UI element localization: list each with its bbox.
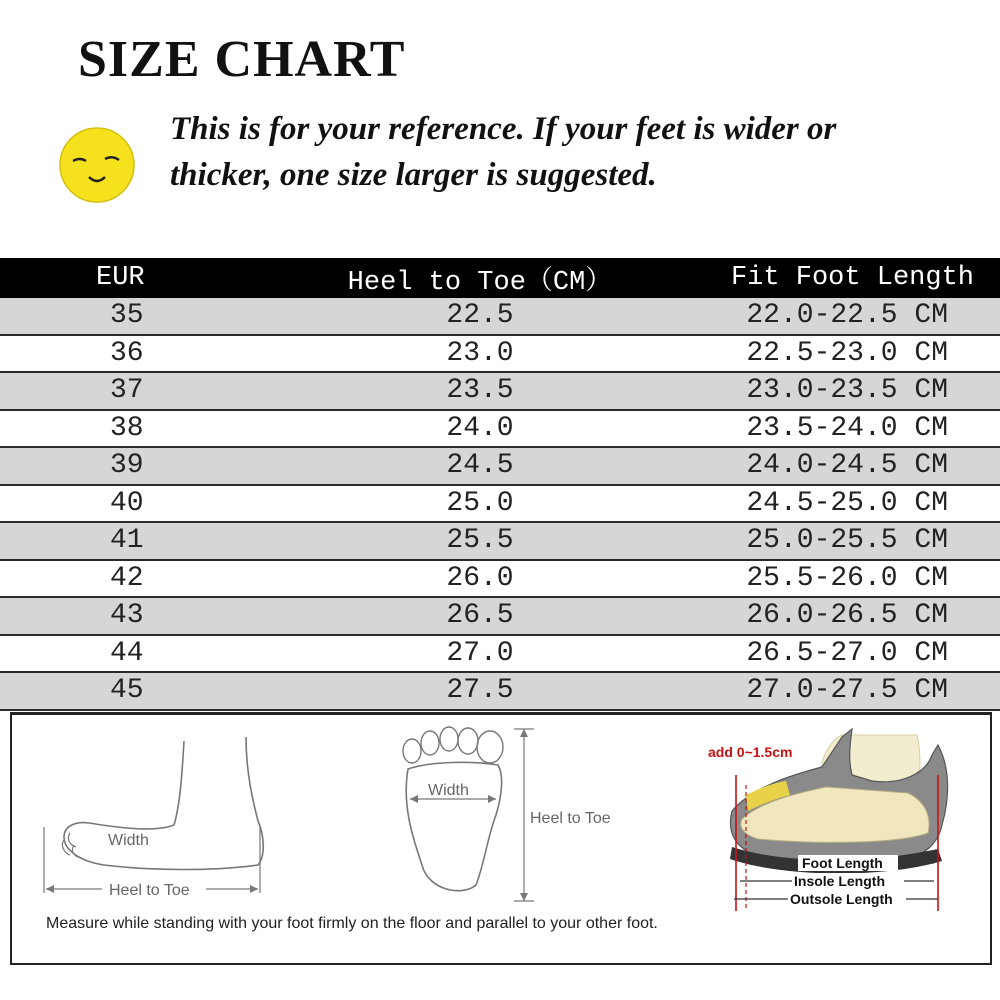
foot-top-view-figure [392,715,642,910]
size-advice-note [170,106,980,198]
fit-length-cell: 22.0-22.5 CM [656,298,1000,335]
fit-length-cell: 26.0-26.5 CM [656,597,1000,635]
outsole-length-label: Outsole Length [790,891,893,907]
table-row [0,522,1000,560]
eur-cell: 40 [0,485,304,523]
insole-length-label: Insole Length [794,873,885,889]
heel-to-toe-cell: 24.5 [304,447,656,485]
heel-to-toe-cell: 23.0 [304,335,656,373]
header-eur: EUR [0,258,304,298]
fit-length-cell: 27.0-27.5 CM [656,672,1000,710]
table-row [0,635,1000,673]
eur-cell: 42 [0,560,304,598]
heel-to-toe-cell: 25.5 [304,522,656,560]
heel-to-toe-cell: 24.0 [304,410,656,448]
heel-to-toe-cell: 27.5 [304,672,656,710]
table-row [0,298,1000,335]
toe-5 [477,731,503,763]
table-row [0,485,1000,523]
table-row [0,447,1000,485]
foot-side-outline [64,737,263,870]
toe-3 [440,727,458,751]
toe-1 [403,739,421,763]
heel-to-toe-cell: 23.5 [304,372,656,410]
fit-length-cell: 26.5-27.0 CM [656,635,1000,673]
eur-cell: 38 [0,410,304,448]
size-table [0,258,1000,711]
eur-cell: 37 [0,372,304,410]
note-line-2: thicker, one size larger is suggested. [170,157,657,193]
toe-2 [421,731,439,755]
fit-length-cell: 25.5-26.0 CM [656,560,1000,598]
header-heel-to-toe: Heel to Toe（CM） [304,258,656,298]
fit-length-cell: 24.0-24.5 CM [656,447,1000,485]
fit-length-cell: 23.5-24.0 CM [656,410,1000,448]
eur-cell: 43 [0,597,304,635]
fit-length-cell: 25.0-25.5 CM [656,522,1000,560]
eur-cell: 36 [0,335,304,373]
heel-to-toe-cell: 27.0 [304,635,656,673]
table-row [0,372,1000,410]
measure-instruction: Measure while standing with your foot firmly on the floor and parallel to your other foot. [46,915,658,932]
eur-cell: 41 [0,522,304,560]
fit-length-cell: 23.0-23.5 CM [656,372,1000,410]
table-row [0,560,1000,598]
table-row [0,410,1000,448]
top-width-label: Width [428,782,469,799]
header-fit-foot-length: Fit Foot Length [656,258,1000,298]
allowance-label: add 0~1.5cm [708,744,793,760]
table-row [0,597,1000,635]
table-row [0,672,1000,710]
toes-outline [62,833,82,858]
eur-cell: 39 [0,447,304,485]
heel-to-toe-cell: 25.0 [304,485,656,523]
eur-cell: 44 [0,635,304,673]
top-heel-to-toe-label: Heel to Toe [530,810,611,827]
shoe-cross-section-figure [702,715,972,915]
measurement-guide [10,712,992,965]
toe-4 [458,728,478,754]
foot-side-view-figure [34,715,284,910]
side-heel-to-toe-label: Heel to Toe [109,882,190,899]
table-header-row [0,258,1000,298]
foot-length-label: Foot Length [802,855,883,871]
table-row [0,335,1000,373]
note-line-1: This is for your reference. If your feet is wider or [170,111,837,147]
heel-to-toe-cell: 22.5 [304,298,656,335]
page-title: SIZE CHART [78,31,406,88]
fit-length-cell: 22.5-23.0 CM [656,335,1000,373]
heel-to-toe-cell: 26.0 [304,560,656,598]
heel-to-toe-cell: 26.5 [304,597,656,635]
eur-cell: 35 [0,298,304,335]
side-width-label: Width [108,832,149,849]
smiley-icon [55,125,139,205]
fit-length-cell: 24.5-25.0 CM [656,485,1000,523]
eur-cell: 45 [0,672,304,710]
